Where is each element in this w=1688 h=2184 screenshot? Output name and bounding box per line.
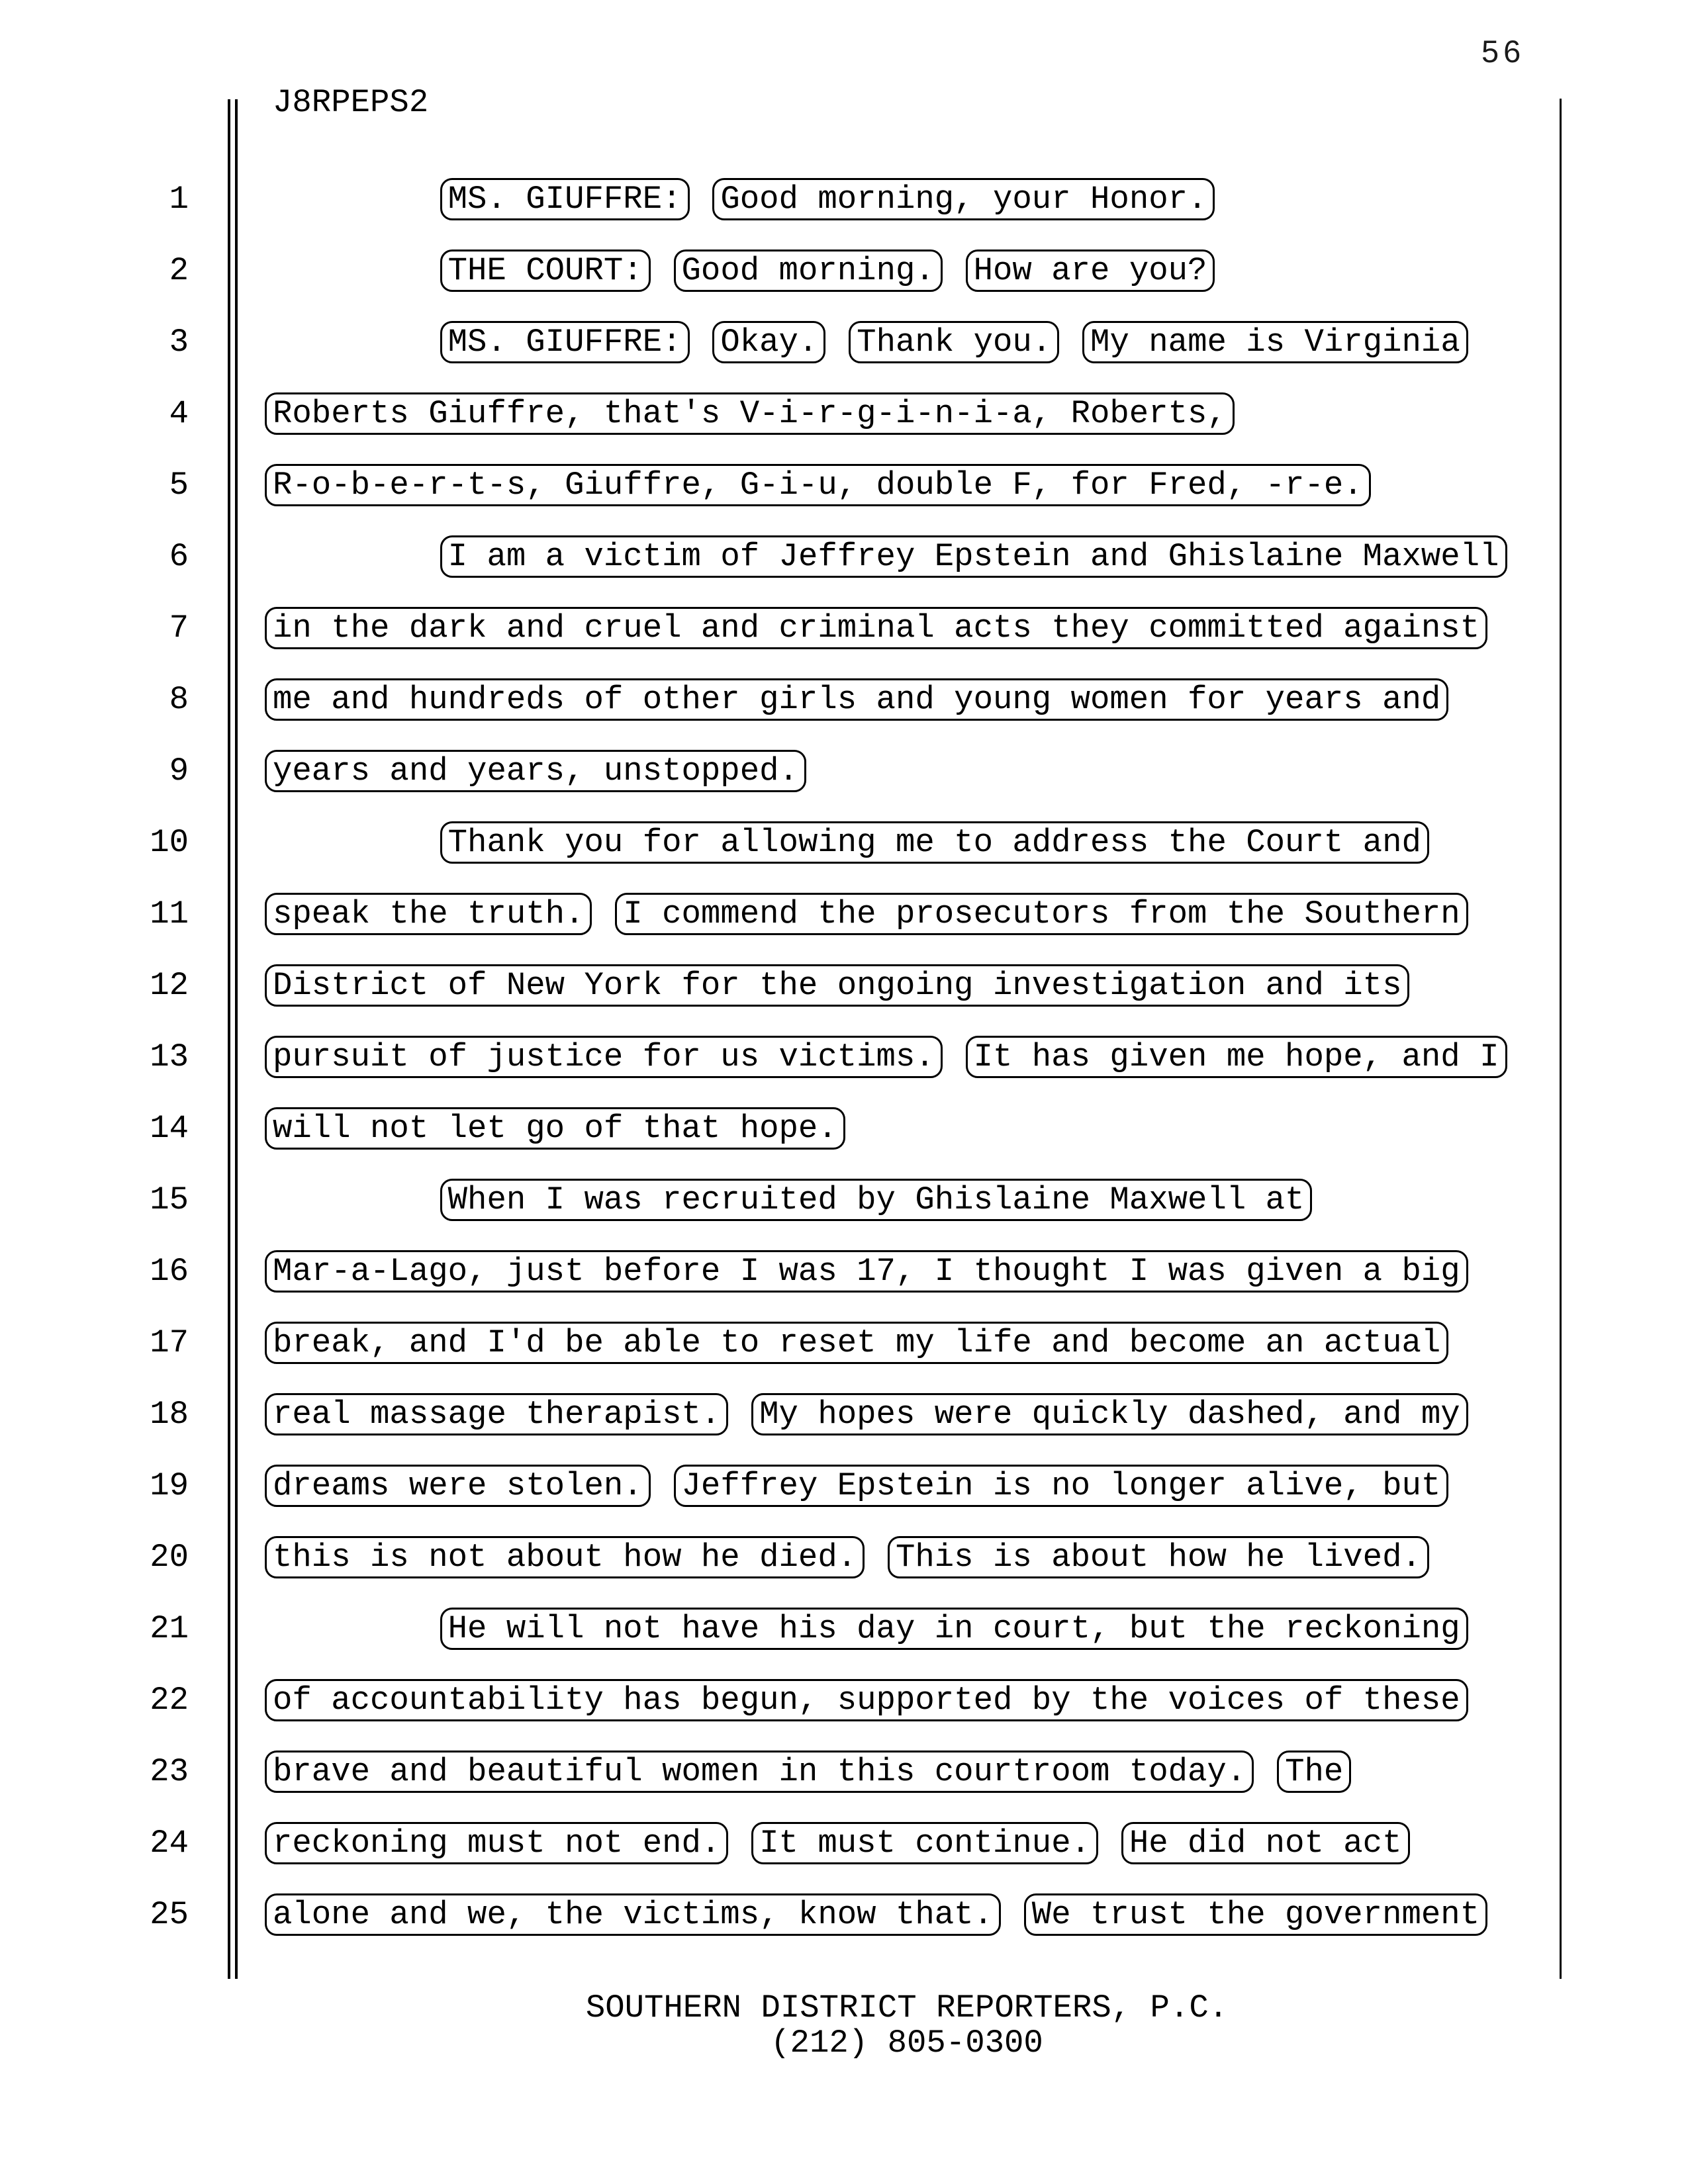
boxed-phrase: This is about how he lived. — [888, 1536, 1429, 1578]
boxed-phrase: speak the truth. — [265, 893, 592, 935]
boxed-phrase: MS. GIUFFRE: — [440, 178, 690, 220]
boxed-phrase: break, and I'd be able to reset my life and become an actual — [265, 1322, 1448, 1364]
transcript-line — [273, 968, 1401, 1003]
line-number: 21 — [150, 1610, 189, 1647]
line-number: 6 — [169, 538, 189, 575]
boxed-phrase: this is not about how he died. — [265, 1536, 865, 1578]
boxed-phrase: Good morning, your Honor. — [712, 178, 1215, 220]
right-margin-rule — [1560, 99, 1562, 1979]
boxed-phrase: me and hundreds of other girls and young women for years and — [265, 678, 1448, 721]
transcript-line — [273, 1539, 1421, 1575]
transcript-line — [273, 1325, 1440, 1361]
boxed-phrase: We trust the government — [1024, 1893, 1487, 1936]
page-number: 56 — [1481, 34, 1526, 69]
transcript-line — [273, 396, 1227, 432]
line-number: 24 — [150, 1825, 189, 1862]
boxed-phrase: Jeffrey Epstein is no longer alive, but — [674, 1465, 1449, 1507]
boxed-phrase: It has given me hope, and I — [966, 1036, 1507, 1078]
boxed-phrase: I am a victim of Jeffrey Epstein and Ghislaine Maxwell — [440, 535, 1507, 578]
line-number: 15 — [150, 1181, 189, 1218]
left-margin-rule-inner — [235, 99, 238, 1979]
boxed-phrase: pursuit of justice for us victims. — [265, 1036, 943, 1078]
transcript-line — [273, 181, 1207, 217]
boxed-phrase: Roberts Giuffre, that's V-i-r-g-i-n-i-a, Roberts, — [265, 392, 1235, 435]
boxed-phrase: My hopes were quickly dashed, and my — [751, 1393, 1468, 1435]
transcript-line — [273, 539, 1499, 574]
footer-reporters: SOUTHERN DISTRICT REPORTERS, P.C. — [585, 1989, 1229, 2026]
line-number: 18 — [150, 1396, 189, 1433]
transcript-line — [273, 467, 1363, 503]
line-number: 25 — [150, 1896, 189, 1933]
line-number: 16 — [150, 1253, 189, 1290]
transcript-line — [273, 1754, 1343, 1790]
transcript-line — [273, 610, 1479, 646]
transcript-line — [273, 1611, 1460, 1647]
transcript-line — [273, 1396, 1460, 1432]
line-number: 13 — [150, 1038, 189, 1075]
line-number: 12 — [150, 967, 189, 1004]
boxed-phrase: The — [1277, 1751, 1351, 1793]
transcript-line — [273, 1111, 837, 1146]
transcript-line — [273, 1682, 1460, 1718]
boxed-phrase: R-o-b-e-r-t-s, Giuffre, G-i-u, double F, for Fred, -r-e. — [265, 464, 1371, 506]
line-number: 1 — [169, 181, 189, 218]
transcript-doc-id: J8RPEPS2 — [273, 84, 429, 121]
boxed-phrase: How are you? — [966, 250, 1215, 292]
boxed-phrase: He will not have his day in court, but the reckoning — [440, 1608, 1468, 1650]
boxed-phrase: THE COURT: — [440, 250, 651, 292]
transcript-line — [273, 1253, 1460, 1289]
boxed-phrase: of accountability has begun, supported by the voices of these — [265, 1679, 1468, 1721]
transcript-line — [273, 1897, 1479, 1933]
boxed-phrase: will not let go of that hope. — [265, 1107, 845, 1150]
boxed-phrase: I commend the prosecutors from the Southern — [615, 893, 1468, 935]
boxed-phrase: alone and we, the victims, know that. — [265, 1893, 1001, 1936]
line-number: 23 — [150, 1753, 189, 1790]
line-number: 5 — [169, 467, 189, 504]
transcript-line — [273, 682, 1440, 717]
boxed-phrase: Mar-a-Lago, just before I was 17, I thought I was given a big — [265, 1250, 1468, 1293]
transcript-line — [273, 896, 1460, 932]
boxed-phrase: brave and beautiful women in this courtroom today. — [265, 1751, 1254, 1793]
boxed-phrase: MS. GIUFFRE: — [440, 321, 690, 363]
transcript-line — [273, 324, 1460, 360]
left-margin-rule-outer — [228, 99, 230, 1979]
boxed-phrase: Good morning. — [674, 250, 943, 292]
boxed-phrase: My name is Virginia — [1082, 321, 1468, 363]
line-number: 14 — [150, 1110, 189, 1147]
line-number: 17 — [150, 1324, 189, 1361]
line-number: 3 — [169, 324, 189, 361]
transcript-line — [273, 253, 1207, 289]
boxed-phrase: dreams were stolen. — [265, 1465, 651, 1507]
line-number: 20 — [150, 1539, 189, 1576]
line-number: 9 — [169, 752, 189, 790]
boxed-phrase: in the dark and cruel and criminal acts they committed against — [265, 607, 1487, 649]
line-number: 19 — [150, 1467, 189, 1504]
line-number: 2 — [169, 252, 189, 289]
line-number: 11 — [150, 895, 189, 933]
transcript-line — [273, 825, 1421, 860]
boxed-phrase: Thank you for allowing me to address the Court and — [440, 821, 1429, 864]
boxed-phrase: He did not act — [1121, 1822, 1410, 1864]
transcript-line — [273, 753, 798, 789]
boxed-phrase: Thank you. — [849, 321, 1059, 363]
transcript-line — [273, 1825, 1402, 1861]
line-number: 8 — [169, 681, 189, 718]
boxed-phrase: It must continue. — [751, 1822, 1098, 1864]
line-number: 4 — [169, 395, 189, 432]
boxed-phrase: real massage therapist. — [265, 1393, 728, 1435]
boxed-phrase: When I was recruited by Ghislaine Maxwell at — [440, 1179, 1313, 1221]
boxed-phrase: Okay. — [712, 321, 825, 363]
line-number: 7 — [169, 610, 189, 647]
boxed-phrase: reckoning must not end. — [265, 1822, 728, 1864]
line-number: 22 — [150, 1682, 189, 1719]
line-number: 10 — [150, 824, 189, 861]
footer-phone: (212) 805-0300 — [771, 2025, 1043, 2062]
transcript-line — [273, 1468, 1440, 1504]
transcript-line — [273, 1182, 1304, 1218]
boxed-phrase: District of New York for the ongoing investigation and its — [265, 964, 1409, 1007]
transcript-line — [273, 1039, 1499, 1075]
boxed-phrase: years and years, unstopped. — [265, 750, 806, 792]
